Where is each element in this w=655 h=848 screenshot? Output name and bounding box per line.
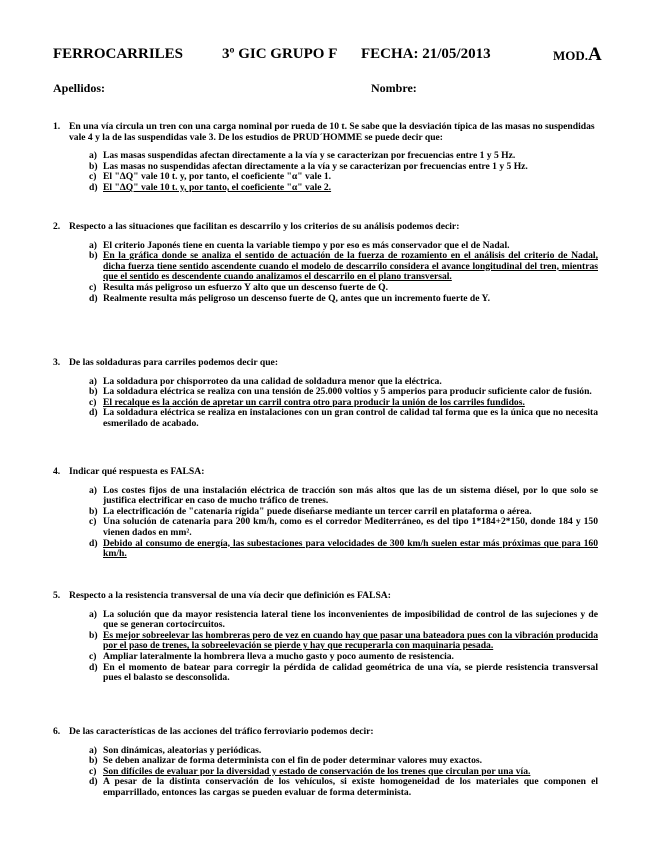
question-3 (53, 358, 598, 430)
option-text: Las masas suspendidas afectan directamente a la vía y se caracterizan por frecuencias entre 1 y 5 Hz. (103, 150, 516, 162)
option-label: c) (89, 281, 97, 293)
question-number: 4. (53, 466, 61, 477)
option-b (53, 631, 598, 652)
model-letter: A (588, 44, 602, 65)
option-text: El recalque es la acción de apretar un carril contra otro para producir la unión de los carriles fundidos. (103, 396, 525, 408)
option-label: d) (89, 537, 98, 549)
option-b (53, 251, 598, 283)
question-number: 1. (53, 121, 61, 132)
question-6 (53, 727, 598, 799)
option-label: a) (89, 239, 97, 251)
question-text: De las características de las acciones del tráfico ferroviario podemos decir: (69, 726, 374, 737)
option-a (53, 610, 598, 631)
question-text: Respecto a las situaciones que facilitan es descarrilo y los criterios de su análisis podemos decir: (69, 221, 460, 232)
option-text: Se deben analizar de forma determinista con el fin de poder determinar valores muy exactos. (103, 755, 482, 767)
option-d (53, 408, 598, 429)
model-prefix: MOD. (553, 48, 589, 63)
option-text: Resulta más peligroso un esfuerzo Y alto que un descenso fuerte de Q. (103, 281, 389, 293)
option-text: La solución que da mayor resistencia lateral tiene los inconvenientes de imposibilidad de control de las sujeciones y de que se generan cortocircuitos. (103, 608, 598, 631)
option-text: El criterio Japonés tiene en cuenta la variable tiempo y por eso es más conservador que el de Nadal. (103, 239, 510, 251)
question-text: En una vía circula un tren con una carga nominal por rueda de 10 t. Se sabe que la desviación típica de las masas no suspendidas vale 4 y la de las suspendidas vale 3. De los estudios de PRUD´HOMME se puede decir que: (69, 121, 595, 143)
exam-date: FECHA: 21/05/2013 (361, 46, 491, 62)
option-text: La soldadura eléctrica se realiza en instalaciones con un gran control de calidad tal forma que es la única que no necesita esmerilado de acabado. (103, 407, 598, 429)
option-list (53, 746, 598, 799)
option-list (53, 151, 598, 193)
option-label: a) (89, 484, 97, 496)
option-text: La electrificación de "catenaria rígida" puede diseñarse mediante un tercer carril en plataforma o aérea. (103, 505, 532, 517)
option-label: d) (89, 292, 98, 304)
option-list (53, 377, 598, 430)
question-number: 3. (53, 357, 61, 368)
option-text: En el momento de batear para corregir la pérdida de calidad geométrica de una vía, se pierde resistencia transversal pues el balasto se desconsolida. (103, 661, 598, 684)
question-text: De las soldaduras para carriles podemos decir que: (69, 357, 279, 368)
group-label: 3º GIC GRUPO F (222, 46, 338, 62)
option-text: Ampliar lateralmente la hombrera lleva a mucho gasto y poco aumento de resistencia. (103, 650, 454, 662)
exam-model (553, 44, 602, 66)
option-text: En la gráfica donde se analiza el sentido de actuación de la fuerza de rozamiento en el análisis del criterio de Nadal, dicha fuerza tiene sentido ascendente cuando el modelo de descarrilo considera el avance longitudinal del tren, mientras que el sentido es descendente cuando analizamos el descarrilo en el plano transversal. (103, 250, 598, 283)
name-label: Nombre: (371, 81, 417, 95)
option-text: El "ΔQ" vale 10 t. y, por tanto, el coeficiente "α" vale 1. (103, 171, 332, 183)
surname-label: Apellidos: (53, 81, 106, 95)
option-label: b) (89, 250, 98, 262)
option-label: d) (89, 776, 98, 788)
option-text: Realmente resulta más peligroso un descenso fuerte de Q, antes que un incremento fuerte de Y. (103, 292, 491, 304)
question-5 (53, 591, 598, 684)
option-label: a) (89, 375, 97, 387)
option-list (53, 610, 598, 684)
option-text: La soldadura por chisporroteo da una calidad de soldadura menor que la eléctrica. (103, 375, 442, 387)
option-d (53, 294, 598, 305)
option-label: a) (89, 150, 97, 162)
option-label: b) (89, 160, 98, 172)
option-label: c) (89, 765, 97, 777)
option-c (53, 517, 598, 538)
option-text: El "ΔQ" vale 10 t. y, por tanto, el coeficiente "α" vale 2. (103, 181, 332, 193)
option-label: d) (89, 181, 98, 193)
option-text: Son difíciles de evaluar por la diversidad y estado de conservación de los trenes que circulan por una vía. (103, 765, 531, 777)
option-text: Es mejor sobreelevar las hombreras pero de vez en cuando hay que pasar una bateadora pues con la vibración producida por el paso de trenes, la sobreelevación se pierde y hay que recuperarla con maquinaria pesada. (103, 629, 598, 652)
question-2 (53, 222, 598, 304)
option-text: Una solución de catenaria para 200 km/h, como es el corredor Mediterráneo, es del tipo 1*184+2*150, donde 184 y 150 vienen dados en mm². (103, 516, 598, 538)
option-label: c) (89, 516, 97, 528)
option-label: c) (89, 396, 97, 408)
option-d (53, 663, 598, 684)
option-label: b) (89, 386, 98, 398)
option-d (53, 777, 598, 798)
question-number: 5. (53, 590, 61, 601)
option-label: d) (89, 407, 98, 419)
option-label: c) (89, 650, 97, 662)
question-number: 6. (53, 726, 61, 737)
option-text: Debido al consumo de energía, las subestaciones para velocidades de 300 km/h suelen estar más próximas que para 160 km/h. (103, 537, 598, 560)
option-label: b) (89, 505, 98, 517)
option-d (53, 539, 598, 560)
option-label: a) (89, 608, 97, 620)
option-label: c) (89, 171, 97, 183)
question-4 (53, 467, 598, 560)
option-text: Los costes fijos de una instalación eléctrica de tracción son más altos que las de un sistema diésel, por lo que solo se justifica electrificar en caso de mucho tráfico de trenes. (103, 484, 598, 507)
option-text: Las masas no suspendidas afectan directamente a la vía y se caracterizan por frecuencias entre 1 y 5 Hz. (103, 160, 528, 172)
option-label: b) (89, 629, 98, 641)
option-list (53, 486, 598, 560)
question-text: Indicar qué respuesta es FALSA: (69, 466, 205, 477)
option-text: La soldadura eléctrica se realiza con una tensión de 25.000 voltios y 5 amperios para producir suficiente calor de fusión. (103, 386, 592, 398)
question-1 (53, 122, 598, 194)
option-list (53, 241, 598, 305)
option-text: A pesar de la distinta conservación de los vehículos, si existe homogeneidad de los materiales que componen el emparrillado, entonces las cargas se pueden evaluar de forma determinista. (103, 776, 598, 798)
option-label: a) (89, 744, 97, 756)
question-text: Respecto a la resistencia transversal de una vía decir que definición es FALSA: (69, 590, 391, 601)
question-number: 2. (53, 221, 61, 232)
subject-title: FERROCARRILES (53, 46, 184, 62)
option-a (53, 486, 598, 507)
option-label: d) (89, 661, 98, 673)
option-d (53, 183, 598, 194)
option-text: Son dinámicas, aleatorias y periódicas. (103, 744, 262, 756)
option-label: b) (89, 755, 98, 767)
